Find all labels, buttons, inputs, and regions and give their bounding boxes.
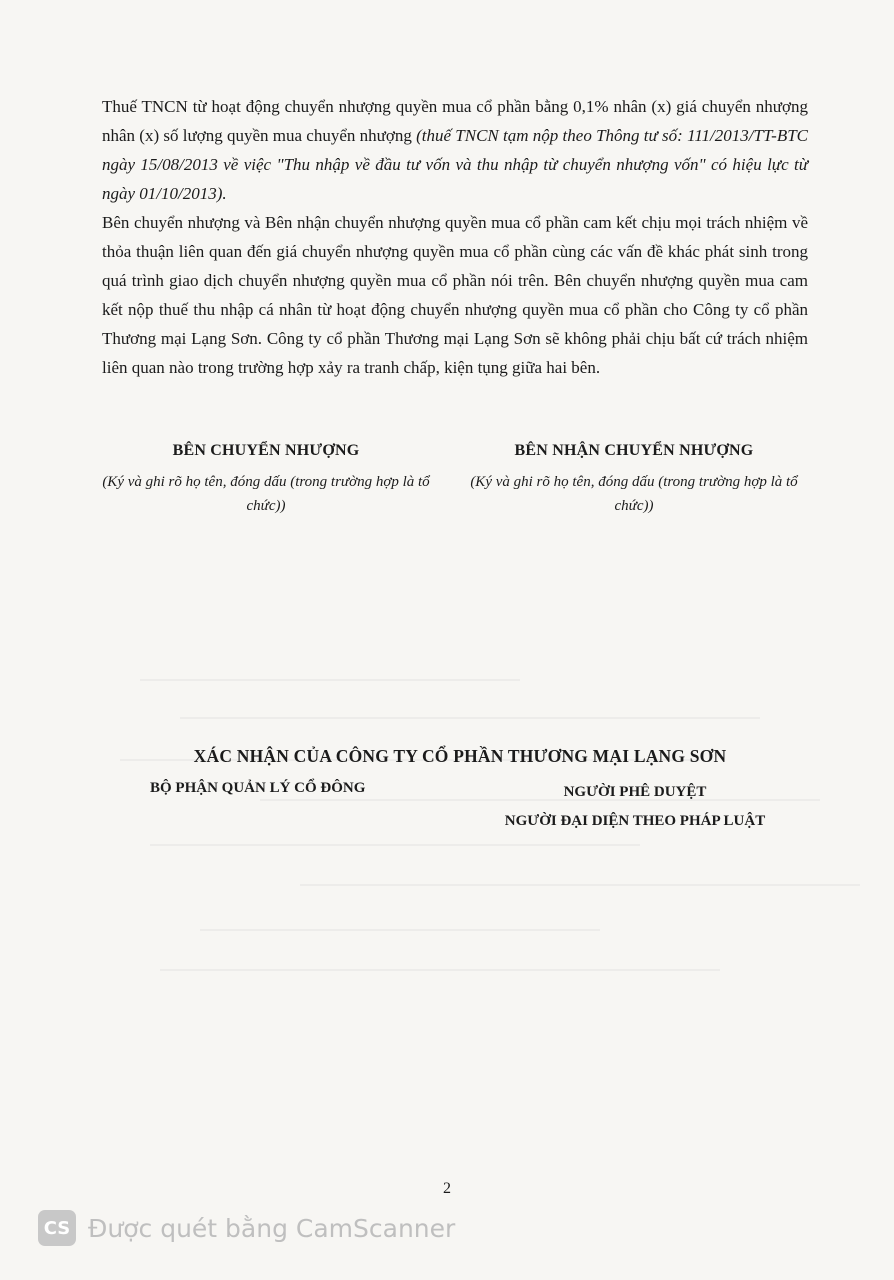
camscanner-watermark (38, 1208, 455, 1248)
approver-block (490, 778, 780, 836)
approver-label: NGƯỜI PHÊ DUYỆT (563, 784, 707, 800)
page-number: 2 (443, 1180, 451, 1197)
commitment-paragraph: Bên chuyển nhượng và Bên nhận chuyển nhượng quyền mua cổ phần cam kết chịu mọi trách nhiệm về thỏa thuận liên quan đến giá chuyển nhượng quyền mua cổ phần cùng các vấn đề khác phát sinh trong quá trình giao dịch chuyển nhượng quyền mua cổ phần nói trên. Bên chuyển nhượng quyền mua cam kết nộp thuế thu nhập cá nhân từ hoạt động chuyển nhượng quyền mua cổ phần cho Công ty cổ phần Thương mại Lạng Sơn. Công ty cổ phần Thương mại Lạng Sơn sẽ không phải chịu bất cứ trách nhiệm liên quan nào trong trường hợp xảy ra tranh chấp, kiện tụng giữa hai bên. (102, 213, 808, 377)
tax-paragraph (102, 92, 808, 208)
shareholder-dept-label: BỘ PHẬN QUẢN LÝ CỔ ĐÔNG (150, 780, 366, 796)
tax-paragraph-citation: (thuế TNCN tạm nộp theo Thông tư số: 111/2013/TT-BTC ngày 15/08/2013 về việc "Thu nhập về đầu tư vốn và thu nhập từ chuyển nhượng vốn" có hiệu lực từ ngày 01/10/2013). (102, 126, 808, 203)
confirmation-title: XÁC NHẬN CỦA CÔNG TY CỔ PHẦN THƯƠNG MẠI LẠNG SƠN (193, 746, 727, 766)
transferee-note: (Ký và ghi rõ họ tên, đóng dấu (trong trường hợp là tổ chức)) (470, 474, 798, 514)
body-text (102, 92, 808, 382)
camscanner-logo-text: CS (43, 1217, 71, 1239)
transferor-signature-block (76, 442, 456, 518)
legal-rep-label: NGƯỜI ĐẠI DIỆN THEO PHÁP LUẬT (504, 813, 766, 829)
tax-paragraph-text: Thuế TNCN từ hoạt động chuyển nhượng quyền mua cổ phần bằng 0,1% nhân (x) giá chuyển nhượng nhân (x) số lượng quyền mua chuyển nhượng (102, 97, 808, 145)
transferee-title: BÊN NHẬN CHUYỂN NHƯỢNG (514, 442, 754, 459)
transferor-title: BÊN CHUYỂN NHƯỢNG (172, 442, 360, 459)
camscanner-logo-icon (38, 1210, 76, 1246)
transferee-signature-block (444, 442, 824, 518)
transferor-note: (Ký và ghi rõ họ tên, đóng dấu (trong trường hợp là tổ chức)) (102, 474, 430, 514)
watermark-text: Được quét bằng CamScanner (88, 1213, 456, 1243)
